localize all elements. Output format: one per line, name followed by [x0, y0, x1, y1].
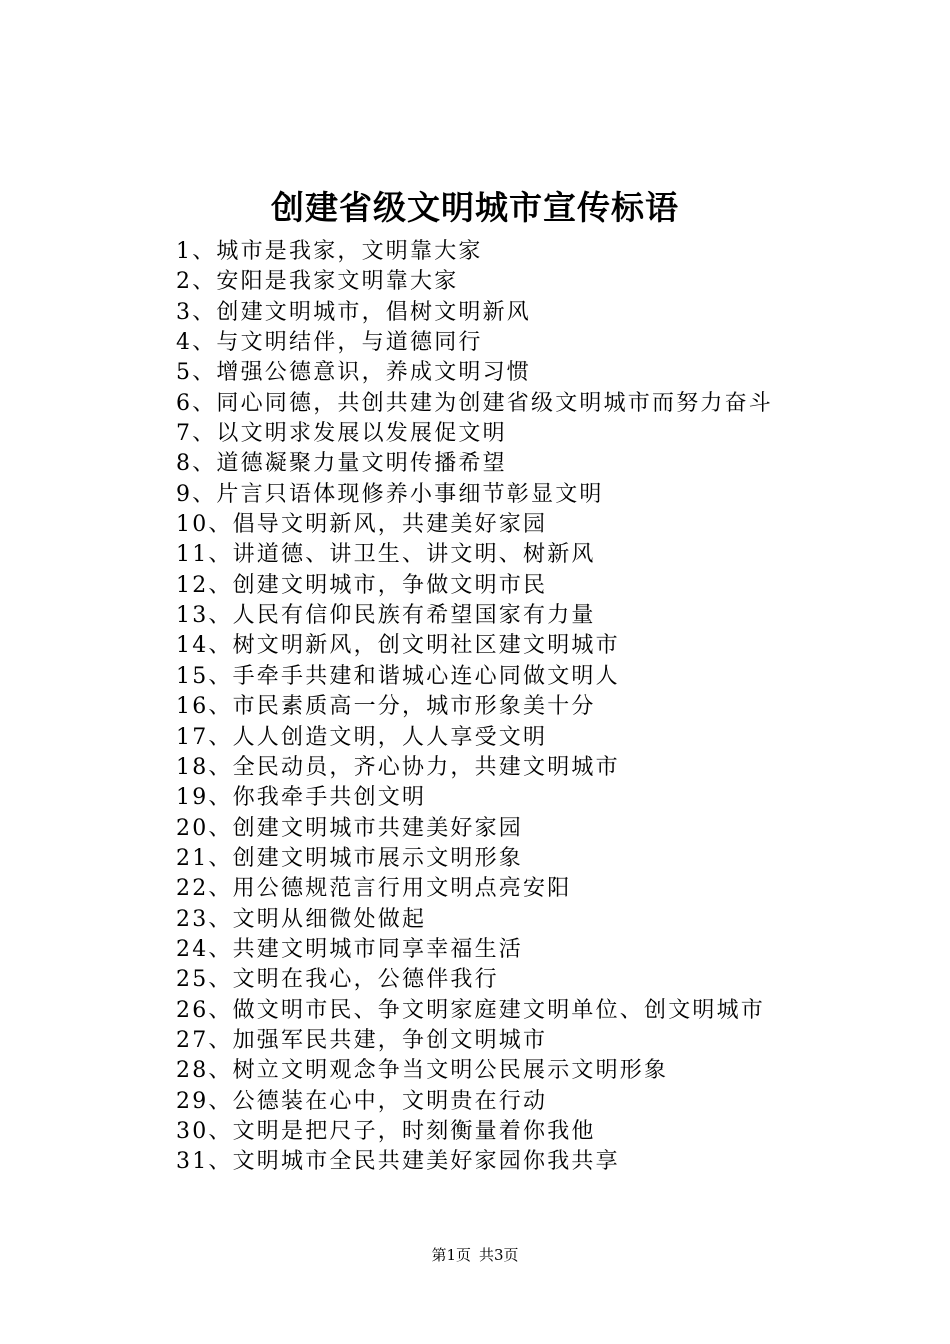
list-item: 23、文明从细微处做起 [176, 906, 427, 932]
list-item: 17、人人创造文明，人人享受文明 [176, 724, 548, 750]
list-item: 10、倡导文明新风，共建美好家园 [176, 512, 548, 538]
list-item: 28、树立文明观念争当文明公民展示文明形象 [176, 1058, 669, 1084]
list-item: 11、讲道德、讲卫生、讲文明、树新风 [176, 542, 596, 568]
list-item: 18、全民动员，齐心协力，共建文明城市 [176, 754, 620, 780]
list-item: 24、共建文明城市同享幸福生活 [176, 936, 523, 962]
list-item: 29、公德装在心中，文明贵在行动 [176, 1088, 548, 1114]
list-item: 3、创建文明城市，倡树文明新风 [176, 299, 531, 325]
page-footer [0, 1244, 950, 1266]
slogan-list [176, 237, 773, 1178]
list-item: 14、树文明新风，创文明社区建文明城市 [176, 633, 620, 659]
list-item: 2、安阳是我家文明靠大家 [176, 269, 459, 295]
list-item: 19、你我牵手共创文明 [176, 785, 427, 811]
list-item: 26、做文明市民、争文明家庭建文明单位、创文明城市 [176, 997, 765, 1023]
page-number: 第1页 [431, 1246, 471, 1264]
list-item: 22、用公德规范言行用文明点亮安阳 [176, 876, 572, 902]
list-item: 13、人民有信仰民族有希望国家有力量 [176, 603, 596, 629]
list-item: 15、手牵手共建和谐城心连心同做文明人 [176, 663, 620, 689]
list-item: 25、文明在我心，公德伴我行 [176, 967, 499, 993]
list-item: 12、创建文明城市，争做文明市民 [176, 572, 548, 598]
list-item: 31、文明城市全民共建美好家园你我共享 [176, 1149, 620, 1175]
page-title: 创建省级文明城市宣传标语 [271, 188, 679, 227]
list-item: 5、增强公德意识，养成文明习惯 [176, 360, 531, 386]
list-item: 21、创建文明城市展示文明形象 [176, 845, 523, 871]
page-total: 共3页 [479, 1246, 519, 1264]
list-item: 20、创建文明城市共建美好家园 [176, 815, 523, 841]
list-item: 16、市民素质高一分，城市形象美十分 [176, 694, 596, 720]
list-item: 8、道德凝聚力量文明传播希望 [176, 451, 507, 477]
list-item: 4、与文明结伴，与道德同行 [176, 330, 483, 356]
list-item: 1、城市是我家，文明靠大家 [176, 239, 483, 264]
list-item: 30、文明是把尺子，时刻衡量着你我他 [176, 1118, 596, 1144]
list-item: 7、以文明求发展以发展促文明 [176, 421, 507, 447]
list-item: 9、片言只语体现修养小事细节彰显文明 [176, 481, 604, 507]
list-item: 27、加强军民共建，争创文明城市 [176, 1027, 548, 1053]
list-item: 6、同心同德，共创共建为创建省级文明城市而努力奋斗 [176, 390, 773, 416]
